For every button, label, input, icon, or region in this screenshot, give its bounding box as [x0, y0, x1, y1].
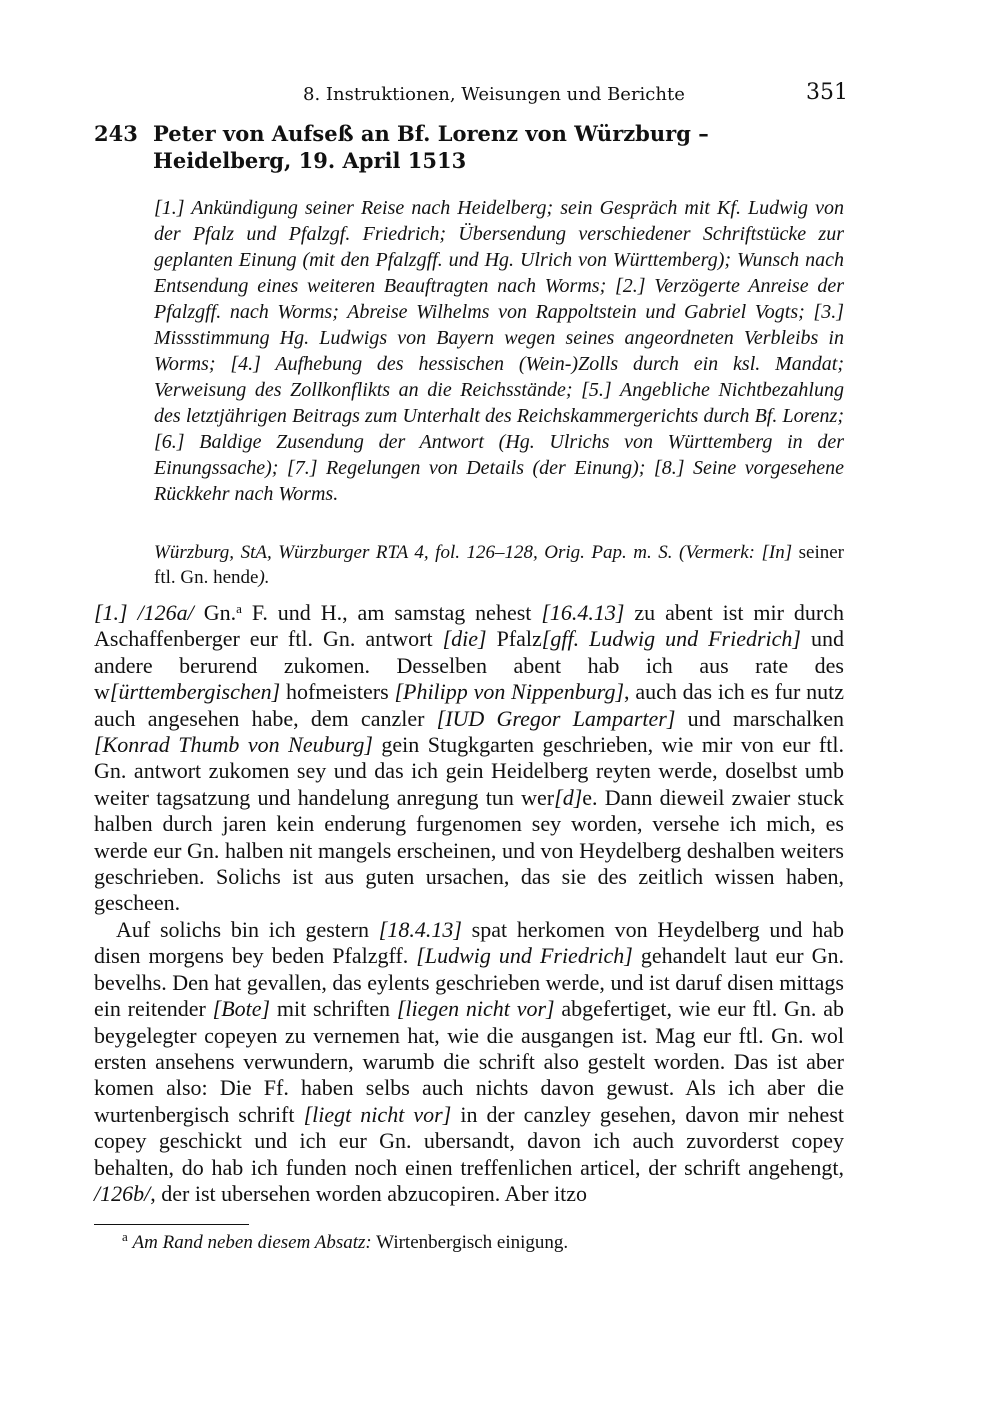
text-run: Gn. — [193, 600, 237, 625]
footnote-italic: Am Rand neben diesem Absatz: — [132, 1232, 372, 1253]
editorial-insertion: [die] — [442, 626, 487, 652]
paragraph-2 — [94, 917, 844, 1207]
editorial-insertion: [16.4.13] — [541, 600, 625, 625]
paragraph-1 — [94, 600, 844, 917]
editorial-insertion: [d] — [554, 784, 583, 810]
text-run: F. und H., am samstag nehest — [241, 600, 542, 625]
editorial-insertion: [Konrad Thumb von Neuburg] — [94, 732, 373, 758]
text-run: , auch das ich es fur nutz auch angesehen habe, dem canzler — [94, 679, 844, 731]
editorial-insertion: [1.] /126a/ — [94, 600, 194, 625]
text-run: spat herkomen von Heydelberg und hab disen morgens bey beden Pfalzgff. — [94, 916, 844, 969]
editorial-insertion: [18.4.13] — [378, 916, 462, 942]
editorial-insertion: [ürttembergischen] — [109, 679, 281, 705]
editorial-insertion: [liegt nicht vor] — [303, 1101, 452, 1127]
editorial-insertion: /126b/ — [94, 1180, 151, 1206]
text-run: Pfalz — [486, 626, 542, 652]
editorial-insertion: [Ludwig und Friedrich] — [416, 943, 633, 969]
editorial-insertion: [Philipp von Nippenburg] — [394, 679, 625, 705]
text-run: e. Dann dieweil zwaier stuck halben durch jaren kein enderung furgenomen sey worden, versehe ich mich, es werde eur Gn. halben nit mangels erscheinen, und von Heydelberg deshalben weiters geschrieben. Solichs ist aus guten ursachen, das sie des zeitlich wissen haben, gescheen. — [94, 784, 844, 916]
source-close: ). — [258, 567, 270, 588]
text-run: Auf solichs bin ich gestern — [116, 916, 379, 942]
footnote — [122, 1230, 842, 1255]
editorial-insertion: [gff. Ludwig und Friedrich] — [541, 626, 801, 652]
document-summary: [1.] Ankündigung seiner Reise nach Heidelberg; sein Gespräch mit Kf. Ludwig von der Pfalz und Pfalzgf. Friedrich; Übersendung verschiedener Schriftstücke zur geplanten Einung (mit den Pfalzgff. und Hg. Ulrich von Württemberg); Wunsch nach Entsendung eines weiteren Beauftragten nach Worms; [2.] Verzögerte Anreise der Pfalzgff. nach Worms; Abreise Wilhelms von Rappoltstein und Gabriel Vogts; [3.] Missstimmung Hg. Ludwigs von Bayern wegen seines angeordneten Verbleibs in Worms; [4.] Aufhebung des hessischen (Wein-)Zolls durch ein ksl. Mandat; Verweisung des Zollkonflikts an die Reichsstände; [5.] Angebliche Nichtbezahlung des letztjährigen Beitrags zum Unterhalt des Reichskammergerichts durch Bf. Lorenz; [6.] Baldige Zusendung der Antwort (Hg. Ulrichs von Württemberg in der Einungssache); [7.] Regelungen von Details (der Einung); [8.] Seine vorgesehene Rückkehr nach Worms. — [154, 197, 844, 505]
text-run: gehandelt laut eur Gn. bevelhs. Den hat gevallen, das eylents geschrieben werde, und ist daruf disen mittags ein reitender — [94, 943, 844, 1022]
editorial-insertion: [liegen nicht vor] — [396, 996, 555, 1022]
text-run: zu abent ist mir durch Aschaffenberger eur ftl. Gn. antwort — [94, 600, 844, 652]
running-head-title: 8. Instruktionen, Weisungen und Berichte — [303, 84, 685, 105]
footnote-marker: a — [122, 1229, 128, 1244]
source-archive: Würzburg, StA, Würzburger RTA 4, fol. 126–128, Orig. Pap. m. S. (Vermerk: [In] — [154, 542, 793, 563]
text-run: hofmeisters — [280, 679, 395, 705]
source-note — [154, 540, 844, 590]
text-run: , der ist ubersehen worden abzucopiren. Aber itzo — [150, 1180, 588, 1206]
running-head — [0, 80, 1004, 110]
footnote-ref: a — [236, 601, 242, 616]
source-remark: seiner ftl. Gn. hende — [154, 542, 845, 588]
footnote-rule — [94, 1224, 249, 1225]
editorial-insertion: [Bote] — [212, 996, 271, 1022]
footnote-text: Wirtenbergisch einigung. — [371, 1232, 569, 1253]
text-run: gein Stugkgarten geschrieben, wie mir von eur ftl. Gn. antwort zukomen sey und das ich gein Heidelberg reyten werde, doselbst umb weiter tagsatzung und handelung anregung tun wer — [94, 732, 844, 810]
document-title: Peter von Aufseß an Bf. Lorenz von Würzburg – Heidelberg, 19. April 1513 — [153, 121, 709, 173]
body-text — [94, 600, 844, 1207]
text-run: abgefertiget, wie eur ftl. Gn. ab beygelegter copeyen zu vernemen hat, wie die ausgangen ist. Mag eur ftl. Gn. wol ersten ansehens verwundern, warumb die schrift also gestelt worden. Das ist aber komen also: Die Ff. haben selbs auch nichts davon gewust. Als ich aber die wurtenbergisch schrift — [94, 996, 844, 1127]
document-number: 243 — [94, 121, 138, 146]
text-run: und andere berurend zukomen. Desselben abent hab ich aus rate des w — [94, 626, 845, 705]
text-run: und marschalken — [675, 705, 844, 731]
editorial-insertion: [IUD Gregor Lamparter] — [436, 705, 676, 731]
page-number: 351 — [806, 80, 848, 105]
text-run: mit schriften — [270, 996, 397, 1022]
text-run: in der canzley gesehen, davon mir nehest copey geschickt und ich eur Gn. ubersandt, davon ich auch zuvorderst copey behalten, do hab ich funden noch einen treffenlichen articel, der schrift angehengt, — [94, 1101, 845, 1180]
